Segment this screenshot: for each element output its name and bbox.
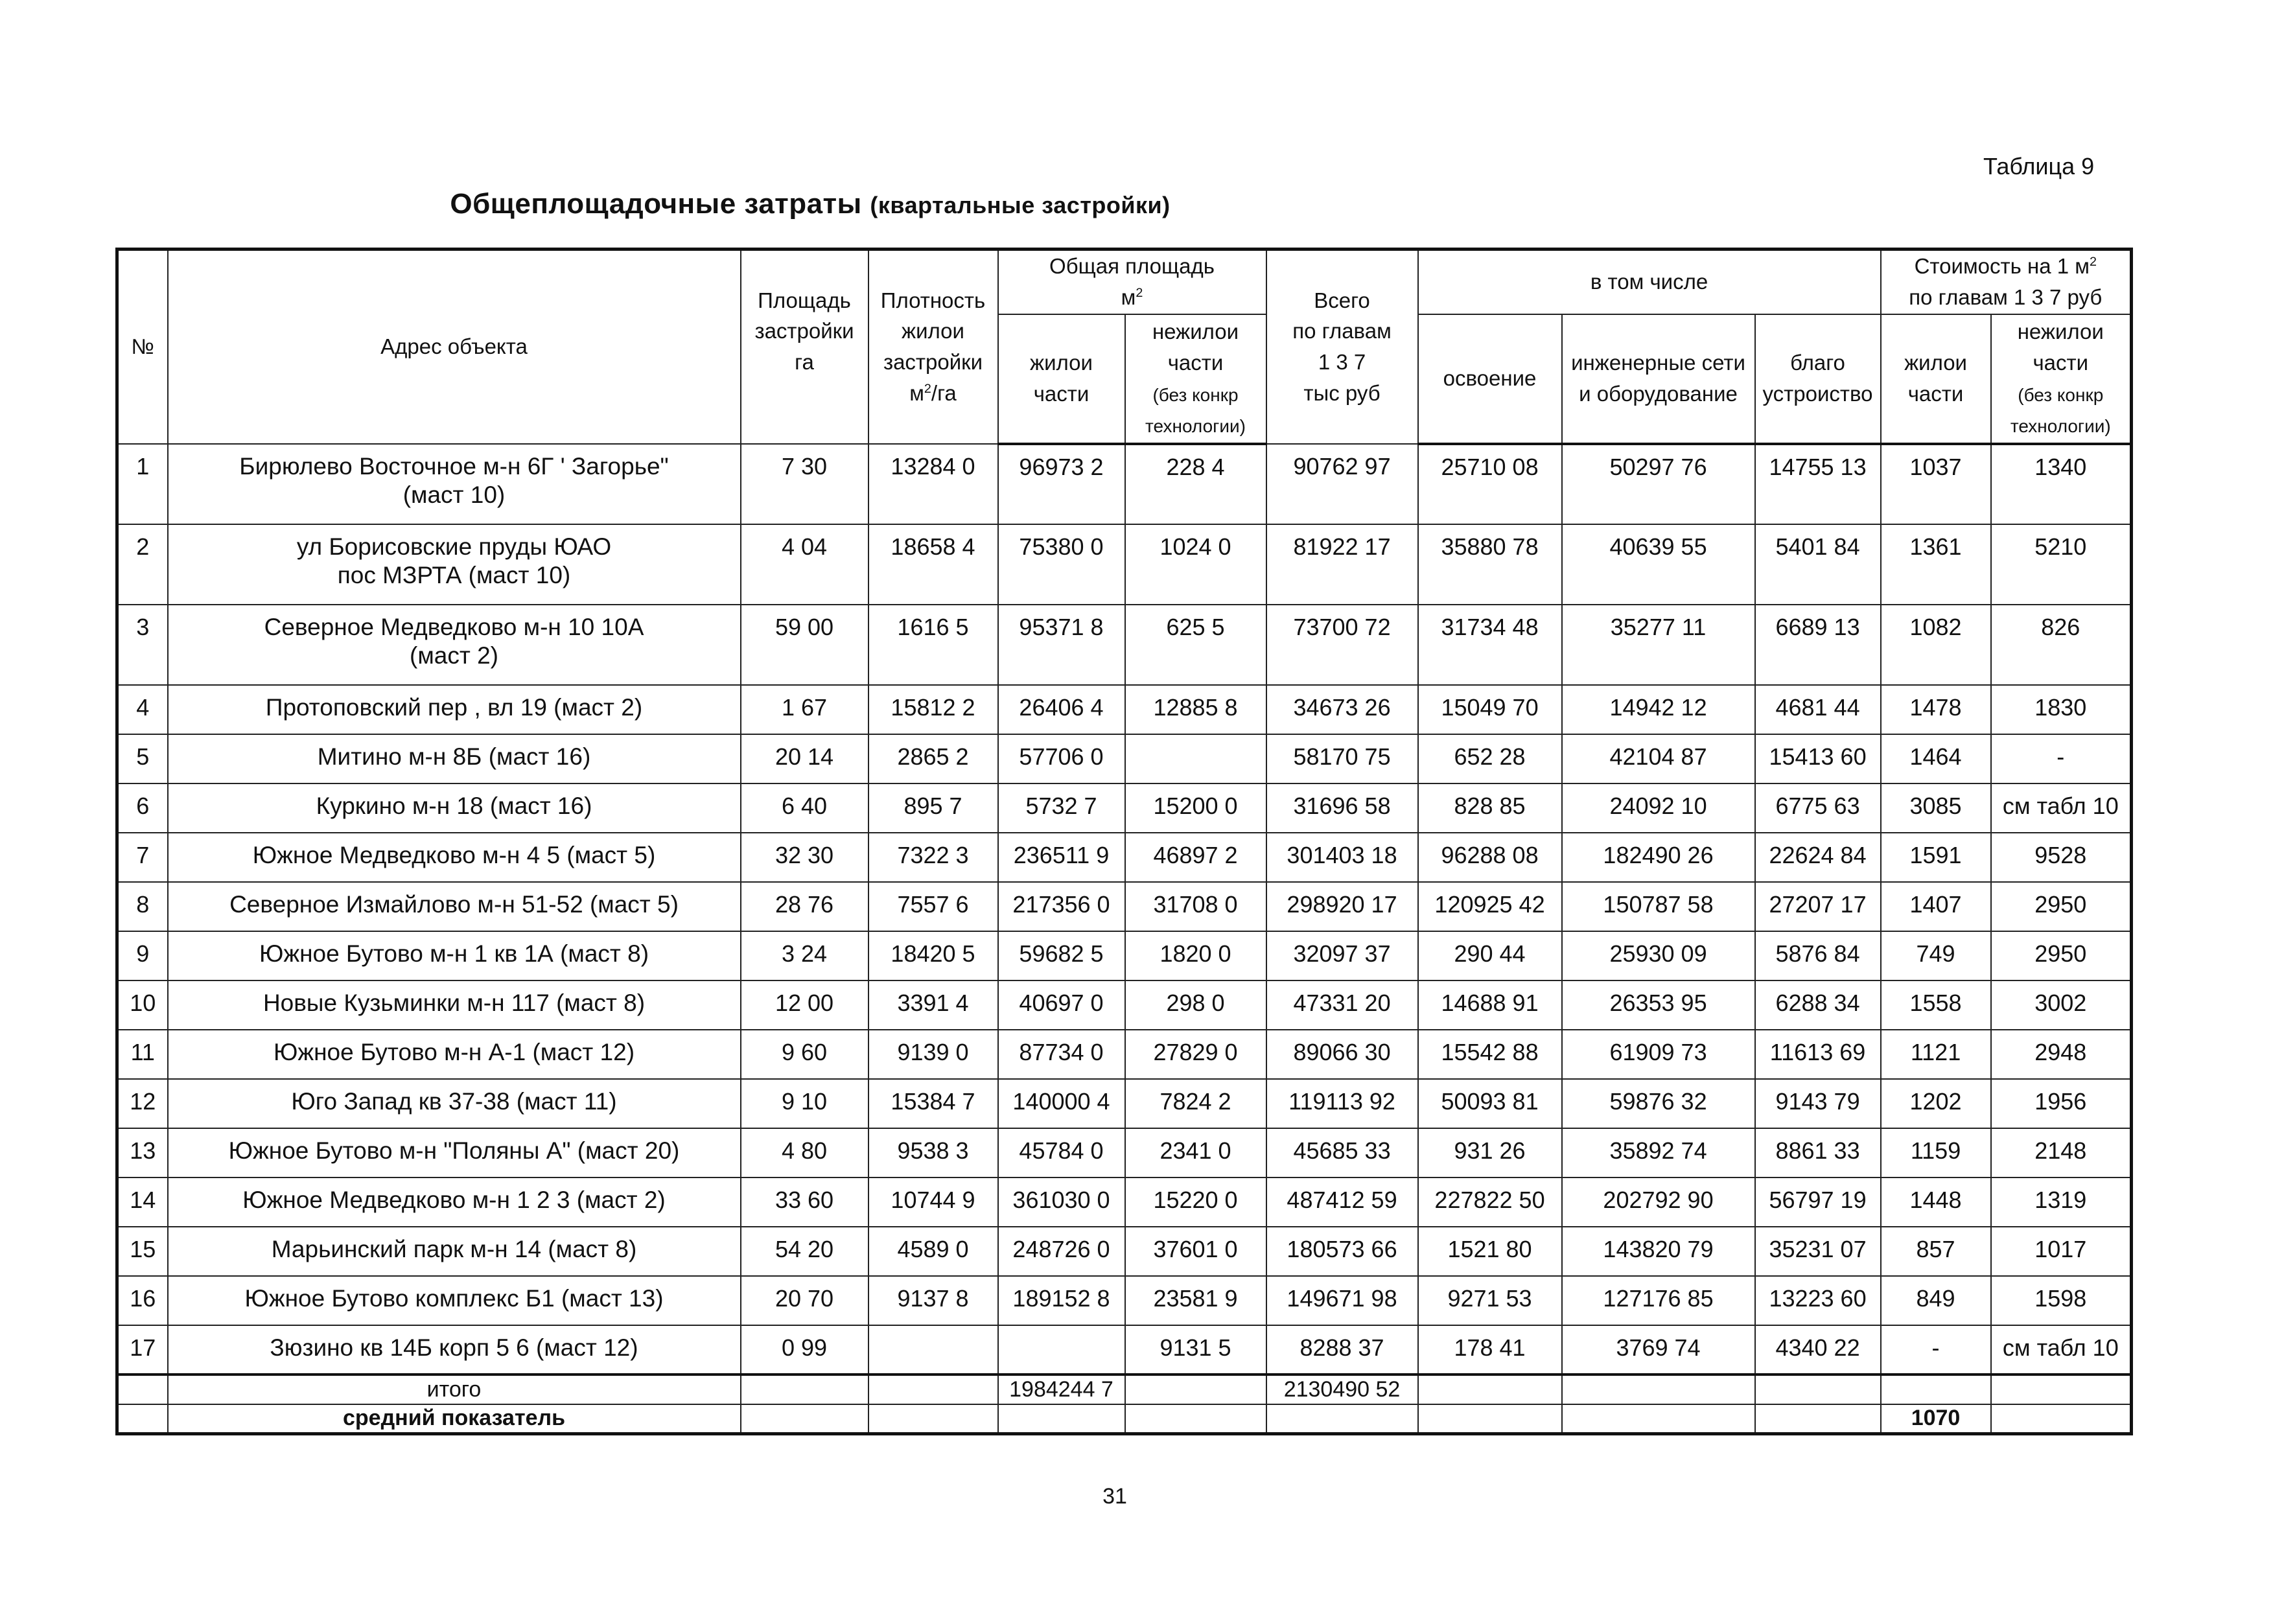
row-number: 16 [117,1276,168,1325]
row-nonres-area: 298 0 [1125,980,1266,1030]
table-row [117,1177,2132,1227]
row-dev: 25710 08 [1418,444,1562,524]
row-area: 32 30 [741,833,868,882]
row-number: 1 [117,444,168,524]
table-row [117,931,2132,980]
row-impr: 4681 44 [1755,685,1881,734]
row-cost-res: 1159 [1881,1128,1991,1177]
row-density: 7322 3 [868,833,998,882]
table-row [117,1079,2132,1128]
row-eng: 26353 95 [1562,980,1755,1030]
row-density: 9538 3 [868,1128,998,1177]
row-eng: 3769 74 [1562,1325,1755,1375]
header-impr: благо устроиство [1755,314,1881,444]
row-total: 58170 75 [1266,734,1418,783]
row-impr: 56797 19 [1755,1177,1881,1227]
row-nonres-area: 9131 5 [1125,1325,1266,1375]
row-cost-nonres: см табл 10 [1991,783,2132,833]
row-area: 7 30 [741,444,868,524]
row-impr: 27207 17 [1755,882,1881,931]
table-row [117,783,2132,833]
row-impr: 6288 34 [1755,980,1881,1030]
row-cost-nonres: 2948 [1991,1030,2132,1079]
row-eng: 50297 76 [1562,444,1755,524]
row-res-area: 45784 0 [998,1128,1125,1177]
row-cost-res: 857 [1881,1227,1991,1276]
row-cost-nonres: 1956 [1991,1079,2132,1128]
row-area: 59 00 [741,605,868,685]
row-eng: 40639 55 [1562,524,1755,605]
row-dev: 828 85 [1418,783,1562,833]
row-impr: 6775 63 [1755,783,1881,833]
table-row [117,833,2132,882]
row-cost-nonres: 1598 [1991,1276,2132,1325]
row-dev: 14688 91 [1418,980,1562,1030]
row-res-area [998,1325,1125,1375]
row-area: 3 24 [741,931,868,980]
title-suffix: (квартальные застройки) [870,192,1171,218]
row-number: 4 [117,685,168,734]
row-dev: 227822 50 [1418,1177,1562,1227]
row-cost-res: 1448 [1881,1177,1991,1227]
header-cost-res: жилои части [1881,314,1991,444]
row-area: 54 20 [741,1227,868,1276]
row-dev: 290 44 [1418,931,1562,980]
header-num: № [117,249,168,444]
row-number: 6 [117,783,168,833]
row-nonres-area: 15220 0 [1125,1177,1266,1227]
table-row [117,734,2132,783]
page-number: 31 [1102,1484,1127,1509]
header-cost-nonres: нежилои части (без конкр технологии) [1991,314,2132,444]
row-address: Южное Бутово комплекс Б1 (маст 13) [168,1276,741,1325]
row-address: Южное Бутово м-н "Поляны А" (маст 20) [168,1128,741,1177]
row-cost-res: 3085 [1881,783,1991,833]
row-dev: 178 41 [1418,1325,1562,1375]
row-cost-res: 1037 [1881,444,1991,524]
table-row [117,980,2132,1030]
row-number: 9 [117,931,168,980]
row-total: 8288 37 [1266,1325,1418,1375]
row-address: Зюзино кв 14Б корп 5 6 (маст 12) [168,1325,741,1375]
row-cost-nonres: 3002 [1991,980,2132,1030]
table-row [117,1128,2132,1177]
table-row [117,685,2132,734]
row-cost-nonres: 2148 [1991,1128,2132,1177]
row-total: 89066 30 [1266,1030,1418,1079]
header-cost: Стоимость на 1 $м^2$ по главам 1 3 7 руб [1881,249,2132,314]
row-density: 3391 4 [868,980,998,1030]
row-res-area: 236511 9 [998,833,1125,882]
row-density: 15812 2 [868,685,998,734]
row-cost-nonres: - [1991,734,2132,783]
row-nonres-area: 46897 2 [1125,833,1266,882]
row-total: 487412 59 [1266,1177,1418,1227]
row-cost-res: 1082 [1881,605,1991,685]
row-density: 18420 5 [868,931,998,980]
row-nonres-area: 228 4 [1125,444,1266,524]
page-title [0,188,1620,220]
row-cost-nonres: 2950 [1991,882,2132,931]
average-cost-res: 1070 [1881,1404,1991,1434]
row-density: 4589 0 [868,1227,998,1276]
row-dev: 652 28 [1418,734,1562,783]
row-total: 81922 17 [1266,524,1418,605]
table-row [117,1325,2132,1375]
row-cost-nonres: 2950 [1991,931,2132,980]
row-impr: 15413 60 [1755,734,1881,783]
row-dev: 9271 53 [1418,1276,1562,1325]
row-nonres-area: 37601 0 [1125,1227,1266,1276]
row-eng: 59876 32 [1562,1079,1755,1128]
row-density: 10744 9 [868,1177,998,1227]
row-cost-res: 849 [1881,1276,1991,1325]
row-res-area: 59682 5 [998,931,1125,980]
costs-table [115,248,2133,1435]
row-number: 17 [117,1325,168,1375]
row-address: Марьинский парк м-н 14 (маст 8) [168,1227,741,1276]
row-res-area: 361030 0 [998,1177,1125,1227]
row-dev: 35880 78 [1418,524,1562,605]
row-area: 4 80 [741,1128,868,1177]
row-density [868,1325,998,1375]
row-total: 298920 17 [1266,882,1418,931]
row-total: 73700 72 [1266,605,1418,685]
row-cost-nonres: 5210 [1991,524,2132,605]
header-total-area: Общая площадь $м^2$ [998,249,1266,314]
row-dev: 1521 80 [1418,1227,1562,1276]
header-incl: в том числе [1418,249,1881,314]
row-number: 13 [117,1128,168,1177]
row-total: 45685 33 [1266,1128,1418,1177]
row-nonres-area: 23581 9 [1125,1276,1266,1325]
header-dev: освоение [1418,314,1562,444]
table-row [117,1030,2132,1079]
table-label: Таблица 9 [1983,153,2095,180]
row-cost-nonres: 1340 [1991,444,2132,524]
totals-total: 2130490 52 [1266,1375,1418,1404]
row-eng: 14942 12 [1562,685,1755,734]
row-cost-nonres: 9528 [1991,833,2132,882]
row-density: 9137 8 [868,1276,998,1325]
row-eng: 35277 11 [1562,605,1755,685]
row-address: Южное Медведково м-н 1 2 3 (маст 2) [168,1177,741,1227]
table-row [117,1227,2132,1276]
row-area: 20 14 [741,734,868,783]
row-density: 15384 7 [868,1079,998,1128]
row-cost-nonres: 1017 [1991,1227,2132,1276]
table-row [117,1276,2132,1325]
header-nonres: нежилои части (без конкр технологии) [1125,314,1266,444]
row-number: 10 [117,980,168,1030]
row-dev: 931 26 [1418,1128,1562,1177]
row-address: ул Борисовские пруды ЮАО пос МЗРТА (маст 10) [168,524,741,605]
row-res-area: 140000 4 [998,1079,1125,1128]
row-address: Новые Кузьминки м-н 117 (маст 8) [168,980,741,1030]
row-density: 2865 2 [868,734,998,783]
row-impr: 11613 69 [1755,1030,1881,1079]
row-address: Южное Бутово м-н А-1 (маст 12) [168,1030,741,1079]
row-nonres-area: 15200 0 [1125,783,1266,833]
row-number: 14 [117,1177,168,1227]
row-area: 20 70 [741,1276,868,1325]
row-cost-res: 1202 [1881,1079,1991,1128]
row-address: Южное Бутово м-н 1 кв 1А (маст 8) [168,931,741,980]
row-eng: 143820 79 [1562,1227,1755,1276]
row-area: 9 60 [741,1030,868,1079]
row-nonres-area: 625 5 [1125,605,1266,685]
row-total: 180573 66 [1266,1227,1418,1276]
row-impr: 13223 60 [1755,1276,1881,1325]
row-total: 31696 58 [1266,783,1418,833]
row-impr: 5876 84 [1755,931,1881,980]
row-dev: 50093 81 [1418,1079,1562,1128]
row-nonres-area: 2341 0 [1125,1128,1266,1177]
row-impr: 6689 13 [1755,605,1881,685]
row-cost-nonres: 1830 [1991,685,2132,734]
row-area: 1 67 [741,685,868,734]
row-nonres-area: 31708 0 [1125,882,1266,931]
table-body [117,444,2132,1375]
row-area: 9 10 [741,1079,868,1128]
table-row [117,524,2132,605]
row-total: 149671 98 [1266,1276,1418,1325]
row-impr: 5401 84 [1755,524,1881,605]
row-res-area: 189152 8 [998,1276,1125,1325]
row-address: Бирюлево Восточное м-н 6Г ' Загорье" (маст 10) [168,444,741,524]
row-nonres-area: 12885 8 [1125,685,1266,734]
row-dev: 15542 88 [1418,1030,1562,1079]
average-row [117,1404,2132,1434]
row-density: 9139 0 [868,1030,998,1079]
row-address: Северное Медведково м-н 10 10А (маст 2) [168,605,741,685]
row-nonres-area: 1820 0 [1125,931,1266,980]
row-impr: 4340 22 [1755,1325,1881,1375]
row-density: 13284 0 [868,444,998,524]
totals-label: итого [168,1375,741,1404]
row-eng: 24092 10 [1562,783,1755,833]
row-cost-res: 1591 [1881,833,1991,882]
header-address: Адрес объекта [168,249,741,444]
row-cost-res: 749 [1881,931,1991,980]
row-res-area: 217356 0 [998,882,1125,931]
row-area: 6 40 [741,783,868,833]
row-area: 33 60 [741,1177,868,1227]
row-cost-res: - [1881,1325,1991,1375]
row-number: 2 [117,524,168,605]
row-res-area: 248726 0 [998,1227,1125,1276]
row-cost-nonres: см табл 10 [1991,1325,2132,1375]
row-total: 119113 92 [1266,1079,1418,1128]
row-address: Юго Запад кв 37-38 (маст 11) [168,1079,741,1128]
row-address: Южное Медведково м-н 4 5 (маст 5) [168,833,741,882]
row-res-area: 95371 8 [998,605,1125,685]
row-total: 34673 26 [1266,685,1418,734]
row-area: 4 04 [741,524,868,605]
row-area: 0 99 [741,1325,868,1375]
average-label: средний показатель [168,1404,741,1434]
row-cost-res: 1361 [1881,524,1991,605]
row-dev: 31734 48 [1418,605,1562,685]
row-res-area: 87734 0 [998,1030,1125,1079]
row-impr: 9143 79 [1755,1079,1881,1128]
row-density: 895 7 [868,783,998,833]
row-address: Куркино м-н 18 (маст 16) [168,783,741,833]
totals-cell-empty [117,1375,168,1404]
row-res-area: 75380 0 [998,524,1125,605]
table-row [117,605,2132,685]
row-eng: 182490 26 [1562,833,1755,882]
row-total: 32097 37 [1266,931,1418,980]
row-cost-res: 1407 [1881,882,1991,931]
row-eng: 150787 58 [1562,882,1755,931]
row-area: 12 00 [741,980,868,1030]
header-total: Всего по главам 1 3 7 тыс руб [1266,249,1418,444]
totals-res: 1984244 7 [998,1375,1125,1404]
row-number: 8 [117,882,168,931]
header-area: Площадь застройки га [741,249,868,444]
row-number: 3 [117,605,168,685]
row-area: 28 76 [741,882,868,931]
row-res-area: 40697 0 [998,980,1125,1030]
row-eng: 25930 09 [1562,931,1755,980]
row-number: 12 [117,1079,168,1128]
row-number: 11 [117,1030,168,1079]
row-cost-res: 1478 [1881,685,1991,734]
row-eng: 202792 90 [1562,1177,1755,1227]
row-res-area: 5732 7 [998,783,1125,833]
totals-row [117,1375,2132,1404]
header-density: Плотность жилои застройки $м^2/га$ [868,249,998,444]
row-impr: 35231 07 [1755,1227,1881,1276]
row-number: 5 [117,734,168,783]
table-row [117,882,2132,931]
row-impr: 14755 13 [1755,444,1881,524]
row-res-area: 96973 2 [998,444,1125,524]
row-res-area: 26406 4 [998,685,1125,734]
header-res: жилои части [998,314,1125,444]
row-density: 7557 6 [868,882,998,931]
row-eng: 42104 87 [1562,734,1755,783]
row-res-area: 57706 0 [998,734,1125,783]
table-row [117,444,2132,524]
row-dev: 120925 42 [1418,882,1562,931]
row-cost-res: 1121 [1881,1030,1991,1079]
row-address: Митино м-н 8Б (маст 16) [168,734,741,783]
row-density: 1616 5 [868,605,998,685]
row-total: 301403 18 [1266,833,1418,882]
row-eng: 35892 74 [1562,1128,1755,1177]
row-total: 90762 97 [1266,444,1418,524]
row-density: 18658 4 [868,524,998,605]
header-eng: инженерные сети и оборудование [1562,314,1755,444]
row-dev: 15049 70 [1418,685,1562,734]
row-nonres-area [1125,734,1266,783]
row-address: Северное Измайлово м-н 51-52 (маст 5) [168,882,741,931]
row-dev: 96288 08 [1418,833,1562,882]
row-eng: 61909 73 [1562,1030,1755,1079]
row-nonres-area: 27829 0 [1125,1030,1266,1079]
row-cost-nonres: 826 [1991,605,2132,685]
row-impr: 8861 33 [1755,1128,1881,1177]
row-eng: 127176 85 [1562,1276,1755,1325]
row-number: 7 [117,833,168,882]
title-main: Общеплощадочные затраты [450,188,862,220]
row-number: 15 [117,1227,168,1276]
row-cost-nonres: 1319 [1991,1177,2132,1227]
row-nonres-area: 1024 0 [1125,524,1266,605]
row-impr: 22624 84 [1755,833,1881,882]
row-cost-res: 1464 [1881,734,1991,783]
row-nonres-area: 7824 2 [1125,1079,1266,1128]
row-total: 47331 20 [1266,980,1418,1030]
row-address: Протоповский пер , вл 19 (маст 2) [168,685,741,734]
row-cost-res: 1558 [1881,980,1991,1030]
